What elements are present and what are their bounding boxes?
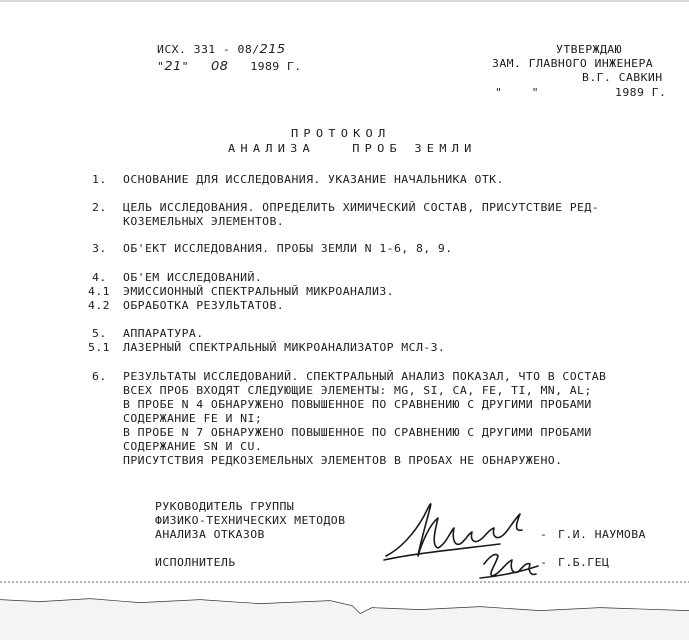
item-number: 6. (92, 370, 107, 383)
protocol-title: ПРОТОКОЛ (291, 127, 391, 140)
group-head-title: АНАЛИЗА ОТКАЗОВ (155, 528, 265, 541)
date-quote-close: " (181, 60, 189, 73)
item-number: 4.2 (88, 299, 110, 312)
item-line: СОДЕРЖАНИЕ SN И CU. (123, 440, 263, 453)
item-line: ПРИСУТСТВИЯ РЕДКОЗЕМЕЛЬНЫХ ЭЛЕМЕНТОВ В ПРОБАХ НЕ ОБНАРУЖЕНО. (123, 454, 563, 467)
group-head-title: ФИЗИКО-ТЕХНИЧЕСКИХ МЕТОДОВ (155, 514, 346, 527)
item-number: 5.1 (88, 341, 110, 354)
protocol-subtitle: АНАЛИЗА ПРОБ ЗЕМЛИ (228, 142, 477, 155)
date-month-handwritten: 08 (210, 60, 229, 74)
item-line: АППАРАТУРА. (123, 327, 204, 340)
item-line: ЭМИССИОННЫЙ СПЕКТРАЛЬНЫЙ МИКРОАНАЛИЗ. (123, 285, 394, 298)
date-quote-open: " (157, 60, 165, 73)
item-line: СОДЕРЖАНИЕ FE И NI; (123, 412, 263, 425)
item-line: КОЗЕМЕЛЬНЫХ ЭЛЕМЕНТОВ. (123, 215, 285, 228)
item-number: 2. (92, 201, 107, 214)
document-date (157, 60, 302, 74)
signer-name-gets: Г.Б.ГЕЦ (558, 556, 610, 569)
signature-gets (480, 554, 538, 578)
approver-position: ЗАМ. ГЛАВНОГО ИНЖЕНЕРА (492, 57, 654, 70)
item-line: ЛАЗЕРНЫЙ СПЕКТРАЛЬНЫЙ МИКРОАНАЛИЗАТОР МСЛ-3. (123, 341, 446, 354)
approval-date-year: 1989 Г. (615, 86, 667, 99)
outgoing-number (157, 43, 286, 57)
item-number: 1. (92, 173, 107, 186)
date-day-handwritten: 21 (164, 60, 182, 74)
item-number: 3. (92, 242, 107, 255)
item-line: ОБ'ЕКТ ИССЛЕДОВАНИЯ. ПРОБЫ ЗЕМЛИ N 1-6, 8, 9. (123, 242, 453, 255)
item-line: ВСЕХ ПРОБ ВХОДЯТ СЛЕДУЮЩИЕ ЭЛЕМЕНТЫ: MG, SI, CA, FE, TI, MN, AL; (123, 384, 592, 397)
approval-label: УТВЕРЖДАЮ (556, 43, 622, 56)
signature-dash: - (540, 528, 548, 541)
scan-edge (0, 0, 689, 2)
item-line: ОБРАБОТКА РЕЗУЛЬТАТОВ. (123, 299, 285, 312)
outgoing-number-handwritten: 215 (259, 43, 286, 57)
outgoing-number-printed: ИСХ. 331 - 08/ (157, 43, 260, 56)
signature-dash: - (540, 556, 548, 569)
group-head-title: РУКОВОДИТЕЛЬ ГРУППЫ (155, 500, 295, 513)
item-number: 4. (92, 271, 107, 284)
item-line: ОСНОВАНИЕ ДЛЯ ИССЛЕДОВАНИЯ. УКАЗАНИЕ НАЧАЛЬНИКА ОТК. (123, 173, 504, 186)
date-year: 1989 Г. (250, 60, 302, 73)
handwritten-signatures (380, 494, 540, 584)
torn-paper-edge (0, 580, 689, 640)
item-line: ЦЕЛЬ ИССЛЕДОВАНИЯ. ОПРЕДЕЛИТЬ ХИМИЧЕСКИЙ СОСТАВ, ПРИСУТСТВИЕ РЕД- (123, 201, 600, 214)
item-line: В ПРОБЕ N 4 ОБНАРУЖЕНО ПОВЫШЕННОЕ ПО СРАВНЕНИЮ С ДРУГИМИ ПРОБАМИ (123, 398, 592, 411)
signer-name-naumova: Г.И. НАУМОВА (558, 528, 646, 541)
approval-date-quotes: " " (495, 86, 539, 99)
item-line: РЕЗУЛЬТАТЫ ИССЛЕДОВАНИЙ. СПЕКТРАЛЬНЫЙ АНАЛИЗ ПОКАЗАЛ, ЧТО В СОСТАВ (123, 370, 607, 383)
item-number: 5. (92, 327, 107, 340)
executor-label: ИСПОЛНИТЕЛЬ (155, 556, 236, 569)
approver-name: В.Г. САВКИН (582, 71, 663, 84)
item-line: В ПРОБЕ N 7 ОБНАРУЖЕНО ПОВЫШЕННОЕ ПО СРАВНЕНИЮ С ДРУГИМИ ПРОБАМИ (123, 426, 592, 439)
item-number: 4.1 (88, 285, 110, 298)
item-line: ОБ'ЕМ ИССЛЕДОВАНИЙ. (123, 271, 263, 284)
signature-naumova (384, 504, 522, 560)
